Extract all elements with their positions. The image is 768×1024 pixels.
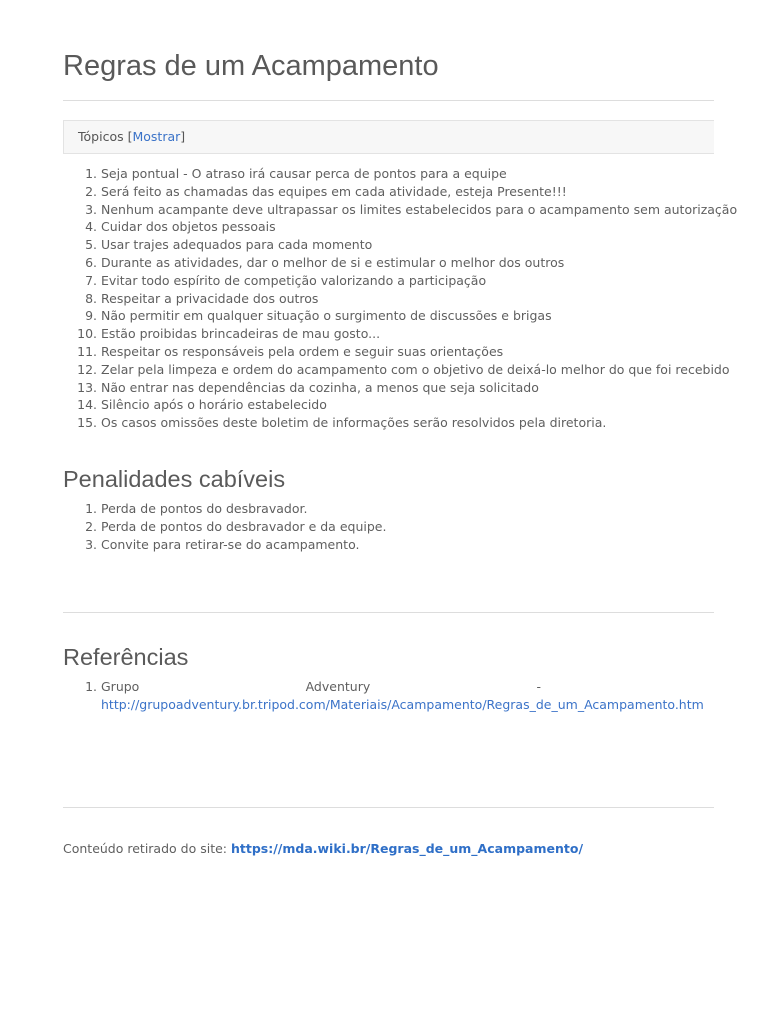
page-title: Regras de um Acampamento	[63, 50, 439, 82]
list-item: 3. Nenhum acampante deve ultrapassar os limites estabelecidos para o acampamento sem autorização	[101, 201, 721, 219]
reference-word: Adventury	[305, 679, 371, 694]
list-item: 12. Zelar pela limpeza e ordem do acampamento com o objetivo de deixá-lo melhor do que foi recebido	[101, 361, 721, 379]
reference-item	[101, 678, 721, 714]
list-item: 8. Respeitar a privacidade dos outros	[101, 290, 721, 308]
toc-label: Tópicos	[78, 129, 124, 144]
list-item: 14. Silêncio após o horário estabelecido	[101, 396, 721, 414]
rules-list	[0, 165, 738, 432]
list-item: 1. Perda de pontos do desbravador.	[101, 500, 721, 518]
references-list	[0, 678, 721, 714]
list-item: 1. Seja pontual - O atraso irá causar perca de pontos para a equipe	[101, 165, 721, 183]
reference-dash: -	[536, 679, 541, 694]
footer-divider	[63, 807, 714, 808]
list-item: 7. Evitar todo espírito de competição valorizando a participação	[101, 272, 721, 290]
list-item: 2. Perda de pontos do desbravador e da equipe.	[101, 518, 721, 536]
penalties-list	[0, 500, 721, 553]
list-item: 2. Será feito as chamadas das equipes em cada atividade, esteja Presente!!!	[101, 183, 721, 201]
reference-link[interactable]: http://grupoadventury.br.tripod.com/Materiais/Acampamento/Regras_de_um_Acampamento.htm	[101, 696, 704, 712]
reference-text	[101, 678, 541, 696]
list-item: 15. Os casos omissões deste boletim de informações serão resolvidos pela diretoria.	[101, 414, 721, 432]
penalties-heading: Penalidades cabíveis	[63, 466, 286, 492]
references-heading: Referências	[63, 644, 189, 670]
list-item: 4. Cuidar dos objetos pessoais	[101, 218, 721, 236]
toc-toggle-link[interactable]: Mostrar	[132, 129, 181, 144]
list-item: 10. Estão proibidas brincadeiras de mau gosto...	[101, 325, 721, 343]
source-label: Conteúdo retirado do site:	[63, 841, 227, 856]
toc-close-bracket: ]	[180, 129, 186, 144]
table-of-contents	[63, 120, 714, 154]
list-item: 5. Usar trajes adequados para cada momento	[101, 236, 721, 254]
list-item: 11. Respeitar os responsáveis pela ordem e seguir suas orientações	[101, 343, 721, 361]
source-note	[63, 841, 583, 856]
source-link[interactable]: https://mda.wiki.br/Regras_de_um_Acampamento/	[230, 841, 584, 856]
toc-open-bracket: [	[127, 129, 133, 144]
list-item: 6. Durante as atividades, dar o melhor de si e estimular o melhor dos outros	[101, 254, 721, 272]
reference-word: 1. Grupo	[101, 679, 140, 694]
list-item: 13. Não entrar nas dependências da cozinha, a menos que seja solicitado	[101, 379, 721, 397]
title-divider	[63, 100, 714, 101]
list-item: 9. Não permitir em qualquer situação o surgimento de discussões e brigas	[101, 307, 721, 325]
section-divider	[63, 612, 714, 613]
list-item: 3. Convite para retirar-se do acampamento.	[101, 536, 721, 554]
